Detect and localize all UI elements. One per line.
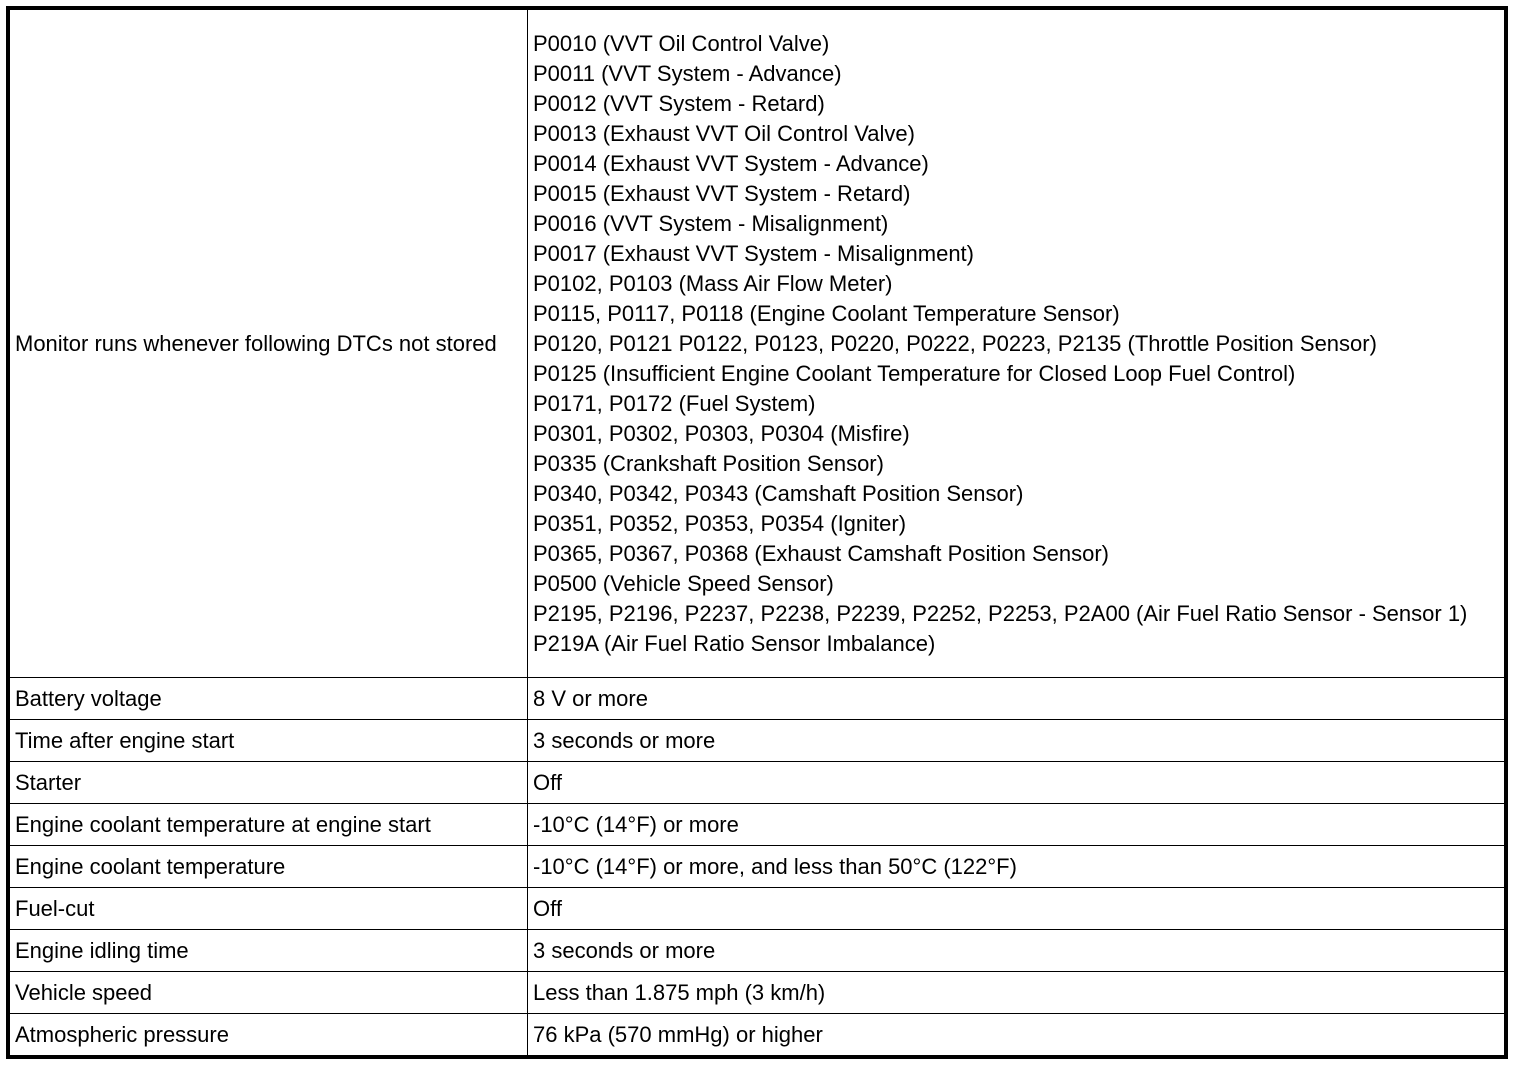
dtc-item: P0500 (Vehicle Speed Sensor) <box>533 570 834 596</box>
dtc-item: P0012 (VVT System - Retard) <box>533 90 825 116</box>
row-label: Vehicle speed <box>10 972 528 1014</box>
table-row-idling-time <box>10 930 1505 972</box>
row-label: Engine coolant temperature at engine start <box>10 804 528 846</box>
dtc-item: P0340, P0342, P0343 (Camshaft Position Sensor) <box>533 480 1024 506</box>
dtc-item: P0102, P0103 (Mass Air Flow Meter) <box>533 270 893 296</box>
table-row-starter <box>10 762 1505 804</box>
table-row-time-after-start <box>10 720 1505 762</box>
table-row-monitor <box>10 10 1505 678</box>
row-value: 76 kPa (570 mmHg) or higher <box>528 1014 1505 1056</box>
conditions-table-grid <box>9 9 1505 1056</box>
row-label: Starter <box>10 762 528 804</box>
dtc-item: P0014 (Exhaust VVT System - Advance) <box>533 150 929 176</box>
table-row-battery-voltage <box>10 678 1505 720</box>
dtc-item: P0125 (Insufficient Engine Coolant Temperature for Closed Loop Fuel Control) <box>533 360 1296 386</box>
dtc-item: P0015 (Exhaust VVT System - Retard) <box>533 180 911 206</box>
dtc-item: P0016 (VVT System - Misalignment) <box>533 210 889 236</box>
row-value: 3 seconds or more <box>528 930 1505 972</box>
dtc-item: P0351, P0352, P0353, P0354 (Igniter) <box>533 510 907 536</box>
row-value: 8 V or more <box>528 678 1505 720</box>
dtc-item: P219A (Air Fuel Ratio Sensor Imbalance) <box>533 630 936 656</box>
dtc-item: P0120, P0121 P0122, P0123, P0220, P0222, P0223, P2135 (Throttle Position Sensor) <box>533 330 1377 356</box>
dtc-item: P0010 (VVT Oil Control Valve) <box>533 30 830 56</box>
row-value: -10°C (14°F) or more <box>528 804 1505 846</box>
dtc-item: P0365, P0367, P0368 (Exhaust Camshaft Position Sensor) <box>533 540 1110 566</box>
monitor-label-cell: Monitor runs whenever following DTCs not stored <box>10 10 528 678</box>
dtc-list <box>533 29 1499 659</box>
row-value: Less than 1.875 mph (3 km/h) <box>528 972 1505 1014</box>
table-row-vehicle-speed <box>10 972 1505 1014</box>
row-label: Atmospheric pressure <box>10 1014 528 1056</box>
row-value: 3 seconds or more <box>528 720 1505 762</box>
row-value: Off <box>528 762 1505 804</box>
dtc-item: P0115, P0117, P0118 (Engine Coolant Temperature Sensor) <box>533 300 1120 326</box>
dtc-item: P0013 (Exhaust VVT Oil Control Valve) <box>533 120 915 146</box>
dtc-item: P0301, P0302, P0303, P0304 (Misfire) <box>533 420 910 446</box>
row-label: Fuel-cut <box>10 888 528 930</box>
table-row-atmospheric-pressure <box>10 1014 1505 1056</box>
row-value: -10°C (14°F) or more, and less than 50°C (122°F) <box>528 846 1505 888</box>
dtc-item: P0011 (VVT System - Advance) <box>533 60 842 86</box>
table-row-fuel-cut <box>10 888 1505 930</box>
row-value: Off <box>528 888 1505 930</box>
dtc-item: P0017 (Exhaust VVT System - Misalignment) <box>533 240 974 266</box>
row-label: Time after engine start <box>10 720 528 762</box>
row-label: Engine coolant temperature <box>10 846 528 888</box>
dtc-item: P0335 (Crankshaft Position Sensor) <box>533 450 884 476</box>
table-row-coolant-temp <box>10 846 1505 888</box>
row-label: Battery voltage <box>10 678 528 720</box>
monitor-dtc-cell <box>528 10 1505 678</box>
row-label: Engine idling time <box>10 930 528 972</box>
dtc-item: P2195, P2196, P2237, P2238, P2239, P2252, P2253, P2A00 (Air Fuel Ratio Sensor - Sensor 1) <box>533 600 1468 626</box>
table-row-coolant-temp-at-start <box>10 804 1505 846</box>
dtc-item: P0171, P0172 (Fuel System) <box>533 390 816 416</box>
conditions-table <box>6 6 1508 1059</box>
